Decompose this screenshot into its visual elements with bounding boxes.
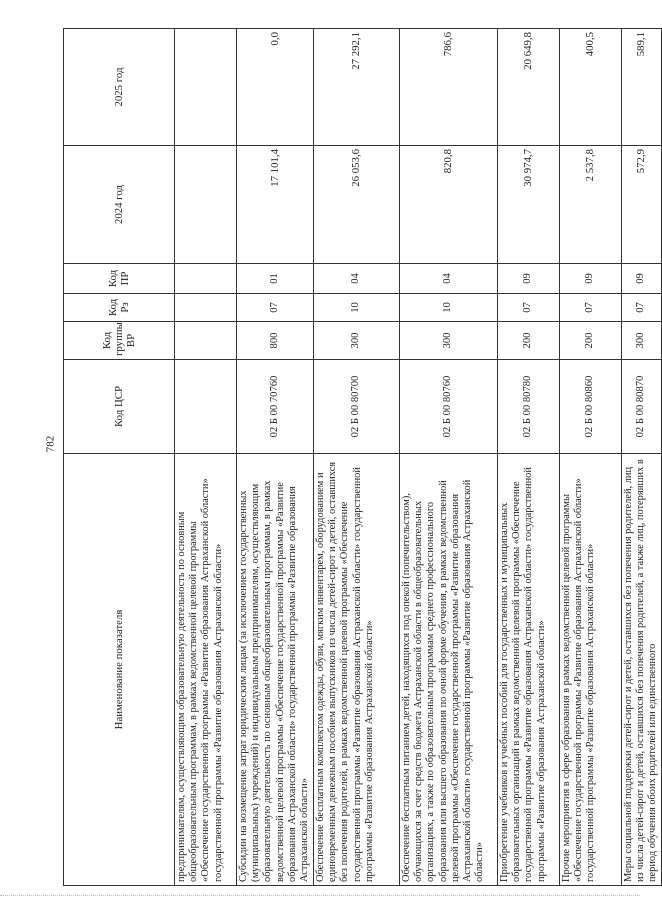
row-pr: 09 [622, 264, 662, 294]
row-rz: 07 [622, 294, 662, 322]
row-vr: 300 [400, 322, 498, 360]
row-name: Меры социальной поддержки детей-сирот и детей, оставшихся без попечения родителей, лиц из числа детей-сирот и детей, оставшихся без попечения родителей, а также лиц, потерявших в период обучения обоих родителей или единственного [622, 454, 662, 886]
row-2024: 30 974,7 [498, 146, 560, 264]
header-2025: 2025 год [64, 29, 175, 146]
row-csr: 02 Б 00 80870 [622, 360, 662, 454]
row-2025 [175, 29, 237, 146]
row-2024: 820,8 [400, 146, 498, 264]
row-csr: 02 Б 00 80760 [400, 360, 498, 454]
header-vr: Код группы ВР [64, 322, 175, 360]
row-2025: 786,6 [400, 29, 498, 146]
row-csr: 02 Б 00 80860 [560, 360, 622, 454]
table-row [237, 29, 314, 886]
row-pr: 01 [237, 264, 314, 294]
row-pr: 04 [400, 264, 498, 294]
row-2025: 20 649,8 [498, 29, 560, 146]
row-rz: 07 [237, 294, 314, 322]
header-2024: 2024 год [64, 146, 175, 264]
row-vr: 200 [498, 322, 560, 360]
scan-edge-divider [0, 895, 640, 897]
row-vr: 300 [314, 322, 400, 360]
table-header-row [64, 29, 175, 886]
row-rz: 10 [400, 294, 498, 322]
row-pr: 09 [560, 264, 622, 294]
table-row [498, 29, 560, 886]
row-rz: 10 [314, 294, 400, 322]
row-2025: 589,1 [622, 29, 662, 146]
row-name: Приобретение учебников и учебных пособий для государственных и муниципальных образовательных организаций в рамках ведомственной целевой программы «Обеспечение государственной программы «Развитие образования Астраханской области» государственной программы «Развитие образования Астраханской области» [498, 454, 560, 886]
row-csr: 02 Б 00 80780 [498, 360, 560, 454]
row-2024: 17 101,4 [237, 146, 314, 264]
row-vr: 200 [560, 322, 622, 360]
page-number: 782 [44, 435, 57, 453]
row-name: Обеспечение бесплатным питанием детей, находящихся под опекой (попечительством), обучающихся за счет средств бюджета Астраханской области в общеобразовательных организациях, а также по образовательным программам среднего профессионального образования или высшего образования по очной форме обучения, в рамках ведомственной целевой программы «Обеспечение государственной программы «Развитие образования Астраханской области» государственной программы «Развитие образования Астраханской области» [400, 454, 498, 886]
row-name: Прочие мероприятия в сфере образования в рамках ведомственной целевой программы «Обеспечение государственной программы «Развитие образования Астраханской области» государственной программы «Развитие образования Астраханской области» [560, 454, 622, 886]
table-row [314, 29, 400, 886]
row-2024: 26 053,6 [314, 146, 400, 264]
row-name: Субсидии на возмещение затрат юридическим лицам (за исключением государственных (муниципальных) учреждений) и индивидуальным предпринимателям, осуществляющим образовательную деятельность по основным общеобразовательным программам, в рамках ведомственной целевой программы «Обеспечение государственной программы «Развитие образования Астраханской области» государственной программы «Развитие образования Астраханской области» [237, 454, 314, 886]
row-2024: 572,9 [622, 146, 662, 264]
row-2025: 27 292,1 [314, 29, 400, 146]
row-pr [175, 264, 237, 294]
table-row [175, 29, 237, 886]
budget-table [63, 28, 662, 886]
row-rz [175, 294, 237, 322]
row-2025: 400,5 [560, 29, 622, 146]
row-csr: 02 Б 00 80700 [314, 360, 400, 454]
row-name: Обеспечение бесплатным комплектом одежды, обуви, мягким инвентарем, оборудованием и единовременным денежным пособием выпускников из числа детей-сирот и детей, оставшихся без попечения родителей, в рамках ведомственной целевой программы «Обеспечение государственной программы «Развитие образования Астраханской области» государственной программы «Развитие образования Астраханской области» [314, 454, 400, 886]
row-vr [175, 322, 237, 360]
table-row [400, 29, 498, 886]
row-name: предпринимателям, осуществляющим образовательную деятельность по основным общеобразовательным программам, в рамках ведомственной целевой программы «Обеспечение государственной программы «Развитие образования Астраханской области» государственной программы «Развитие образования Астраханской области» [175, 454, 237, 886]
row-rz: 07 [498, 294, 560, 322]
header-pr: Код ПР [64, 264, 175, 294]
table-row [560, 29, 622, 886]
row-2024: 2 537,8 [560, 146, 622, 264]
row-rz: 07 [560, 294, 622, 322]
row-vr: 300 [622, 322, 662, 360]
row-vr: 800 [237, 322, 314, 360]
row-csr [175, 360, 237, 454]
header-rz: Код Рз [64, 294, 175, 322]
row-2024 [175, 146, 237, 264]
header-csr: Код ЦСР [64, 360, 175, 454]
row-2025: 0,0 [237, 29, 314, 146]
row-csr: 02 Б 00 70760 [237, 360, 314, 454]
header-name: Наименование показателя [64, 454, 175, 886]
row-pr: 09 [498, 264, 560, 294]
rotated-table-container [63, 29, 659, 886]
table-row [622, 29, 662, 886]
row-pr: 04 [314, 264, 400, 294]
